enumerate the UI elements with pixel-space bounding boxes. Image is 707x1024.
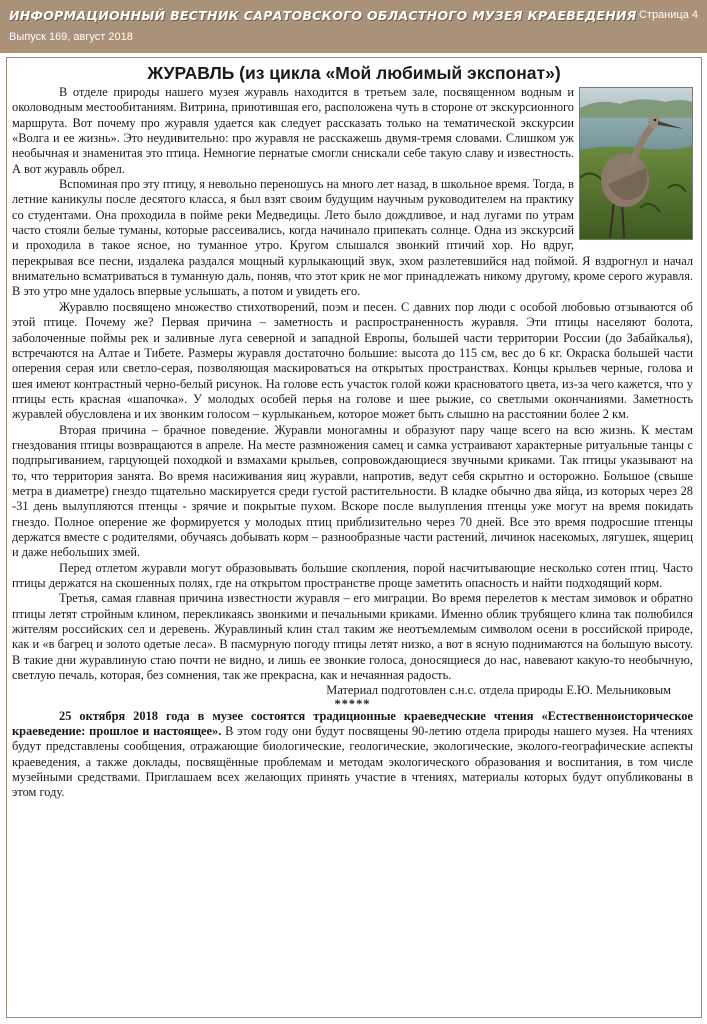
crane-photo xyxy=(579,87,693,240)
paragraph-4: Вторая причина – брачное поведение. Журавли моногамны и образуют пару чаще всего на всю жизнь. К местам гнездования птицы возвращаются в апреле. На месте размножения самец и самка устраивают характерные ритуальные танцы с подпрыгиванием, гарцующей походкой и взмахами крыльев, сопровождающиеся звучными криками. Так птицы указывают на то, что территория занята. Во время насиживания яиц журавли, напротив, ведут себя скрытно и осторожно. Большое (свыше метра в диаметре) гнездо тщательно маскируется среди густой растительности. В кладке обычно два яйца, из которых через 28 -31 день вылупляются птенцы - зрячие и покрытые пухом. Вскоре после вылупления птенцы уже могут на время покидать гнездо. Полное оперение же формируется у молодых птиц приблизительно через 70 дней. Все это время подросшие птенцы держатся вместе с родителями, обучаясь добывать корм – разнообразные части растений, личинок насекомых, лягушек, ящериц и даже небольших змей. xyxy=(12,422,693,560)
page-number: Страница 4 xyxy=(638,9,698,21)
paragraph-5: Перед отлетом журавли могут образовывать большие скопления, порой насчитывающие несколько сотен птиц. Часто птицы держатся на скошенных полях, где на открытом пространстве проще заметить опасность и найти подходящий корм. xyxy=(12,560,693,590)
announcement xyxy=(12,709,693,801)
announcement-lead: 25 октября 2018 года в музее состоятся традиционные краеведческие чтения «Естественноисторическое краеведение: прошлое и настоящее». xyxy=(12,708,693,739)
paragraph-1: В отделе природы нашего музея журавль находится в третьем зале, посвященном водным и околоводным местообитаниям. Витрина, приютившая его, расположена чуть в стороне от экскурсионного маршрута. Вот почему про журавля удается как следует рассказать только на тематической экскурсии «Волга и ее жизнь». Это неудивительно: про журавля не расскажешь двумя-тремя словами. Слишком уж необычная и знаменитая это птица. Немногие пернатые смогли снискали себе такую славу и известность. А вот журавль обрел. xyxy=(12,85,574,176)
author-credit: Материал подготовлен с.н.с. отдела природы Е.Ю. Мельниковым xyxy=(326,683,671,698)
article-title: ЖУРАВЛЬ (из цикла «Мой любимый экспонат») xyxy=(147,63,561,83)
announcement-text: В этом году они будут посвящены 90-летию отдела природы нашего музея. На чтениях будут представлены сообщения, отражающие биологические, геологические, экологические, эколого-географические аспекты краеведения, а также доклады, посвящённые проблемам и методам экологического образования и воспитания, в том числе музейными средствами. Приглашаем всех желающих принять участие в чтениях, материалы которых будут опубликованы в этом году. xyxy=(12,724,693,800)
header-band xyxy=(0,0,707,53)
article-body xyxy=(12,85,693,801)
newsletter-title: ИНФОРМАЦИОННЫЙ ВЕСТНИК САРАТОВСКОГО ОБЛАСТНОГО МУЗЕЯ КРАЕВЕДЕНИЯ xyxy=(9,8,637,23)
paragraph-6: Третья, самая главная причина известности журавля – его миграции. Во время перелетов к местам зимовок и обратно птицы летят стройным клином, перекликаясь звонкими и печальными криками. Именно облик трубящего клина так полюбился жителям российских сел и деревень. Журавлиный клин стал таким же неотъемлемым символом осени в российской природе, как и «в багрец и золото одетые леса». В пасмурную погоду птицы летят низко, а вот в ясную поднимаются на большую высоту. В такие дни журавлиную стаю почти не видно, и лишь ее звонкие голоса, доносящиеся до нас, навевают какую-то необычную, светлую печаль, которая, без сомнения, так же прекрасна, как и нечаянная радость. xyxy=(12,591,693,683)
issue-info: Выпуск 169, август 2018 xyxy=(9,31,133,43)
content-frame xyxy=(6,57,702,1018)
paragraph-3: Журавлю посвящено множество стихотворений, поэм и песен. С давних пор люди с особой любовью отзываются об этой птице. Почему же? Первая причина – заметность и распространенность журавля. Эти птицы населяют болота, заболоченные поймы рек и заливные луга северной и западной Европы, большей части территории России (до Забайкалья), встречаются на Алтае и Тибете. Размеры журавля достаточно большие: высота до 115 см, вес до 6 кг. Окраска большей части оперения серая или светло-серая, позволяющая маскироваться на открытых пространствах. Концы крыльев черные, голова и шея имеют контрастный черно-белый рисунок. На голове есть участок голой кожи красноватого цвета, из-за чего кажется, что у птицы есть красная «шапочка». У молодых особей перья на голове и шее рыжие, со светлыми окончаниями. Заметность журавлей обусловлена и их звонким голосом – курлыканьем, которое может быть слышно на расстоянии более 2 км. xyxy=(12,299,693,422)
paragraph-2: Вспоминая про эту птицу, я невольно переношусь на много лет назад, в школьное время. Тогда, в летние каникулы после десятого класса, я был взят своим будущим научным руководителем на практику со студентами. Она проходила в пойме реки Медведицы. Лето было дождливое, и над лугами по утрам часто стояли белые туманы, которые рассеивались, когда начинало припекать солнце. Одна из экскурсий и проходила в такое ясное, но туманное утро. Кругом слышался звонкий птичий хор. Но вдруг, перекрывая все песни, издалека раздался мощный курлыкающий звук, эхом разлетевшийся над поймой. Я вздрогнул и начал внимательно всматриваться в туманную даль, поняв, что этот крик не мог принадлежать никому другому, кроме серого журавля. В это утро мне удалось впервые услышать, а потом и увидеть его. xyxy=(12,177,693,299)
section-divider: ***** xyxy=(334,696,371,711)
